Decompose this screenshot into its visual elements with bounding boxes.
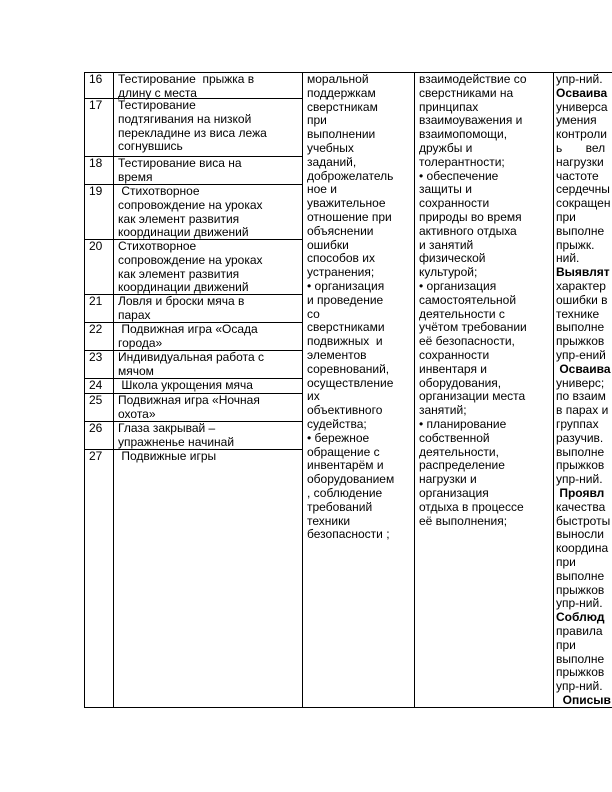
meta-results-line: учётом требовании: [419, 320, 527, 335]
row-number: 21: [89, 294, 103, 308]
meta-results-line: организация: [419, 486, 489, 500]
row-number: 18: [89, 156, 103, 170]
meta-results-line: • планирование: [419, 417, 507, 431]
personal-results-line: при: [307, 113, 327, 128]
meta-results-line: взаимодействие со: [419, 72, 527, 86]
activity-line: Проявл: [556, 486, 605, 500]
row-title-line: Тестирование: [118, 98, 196, 112]
column-border-3: [414, 72, 415, 708]
column-border-2: [302, 72, 303, 708]
meta-results-line: нагрузки и: [419, 472, 477, 487]
row-title-line: Школа укрощения мяча: [118, 378, 253, 392]
meta-results-line: деятельности с: [419, 306, 505, 321]
row-title-line: подтягивания на низкой: [118, 111, 252, 126]
personal-results-line: оборудованием: [307, 472, 395, 487]
personal-results-line: устранения;: [307, 265, 375, 280]
activity-line: упр-ний.: [556, 596, 603, 611]
row-title-line: Подвижная игра «Осада: [118, 322, 258, 336]
meta-results-line: толерантности;: [419, 154, 505, 169]
meta-results-line: • обеспечение: [419, 168, 499, 183]
row-number: 26: [89, 421, 103, 435]
personal-results-line: поддержкам: [307, 85, 376, 100]
personal-results-line: моральной: [307, 72, 369, 86]
activity-line: упр-ний.: [556, 472, 603, 487]
activity-line: прыжк.: [556, 237, 595, 252]
meta-results-line: физической: [419, 251, 486, 266]
personal-results-line: объяснении: [307, 223, 374, 238]
activity-line: Осваива: [556, 361, 611, 376]
activity-line: ний.: [556, 251, 580, 266]
row-title-line: Подвижная игра «Ночная: [118, 393, 260, 407]
row-title-line: перекладине из виса лежа: [118, 125, 267, 140]
row-number: 20: [89, 239, 103, 253]
activity-line: выполне: [556, 568, 605, 583]
meta-results-line: её безопасности,: [419, 334, 515, 349]
activity-line: правила: [556, 624, 603, 638]
meta-results-line: природы во время: [419, 210, 522, 224]
personal-results-line: уважительное: [307, 196, 386, 211]
activity-line: выполне: [556, 320, 605, 335]
activity-line: Описыв: [556, 693, 611, 707]
column-border-4: [553, 72, 554, 708]
row-title-line: время: [118, 169, 153, 184]
activity-line: при: [556, 555, 576, 569]
row-title-line: мячом: [118, 363, 154, 378]
meta-results-line: распределение: [419, 458, 505, 473]
activity-line: упр-ений: [556, 348, 606, 362]
row-title-line: Подвижные игры: [118, 449, 217, 463]
meta-results-line: защиты и: [419, 182, 472, 197]
meta-results-line: сохранности: [419, 196, 490, 211]
meta-results-line: активного отдыха: [419, 223, 517, 238]
activity-line: при: [556, 210, 576, 224]
activity-line: универс;: [556, 375, 605, 390]
activity-line: при: [556, 637, 576, 652]
activity-line: универса: [556, 99, 608, 114]
activity-line: быстроты: [556, 513, 611, 528]
meta-results-line: взаимопомощи,: [419, 127, 508, 142]
personal-results-line: заданий,: [307, 154, 357, 169]
row-title-line: упражненье начинай: [118, 434, 235, 449]
meta-results-line: её выполнения;: [419, 513, 508, 528]
personal-results-line: сверстникам: [307, 99, 378, 114]
activity-line: прыжков: [556, 334, 605, 349]
personal-results-line: выполнении: [307, 127, 376, 142]
row-title-line: Стихотворное: [118, 184, 200, 198]
personal-results-line: объективного: [307, 403, 383, 418]
meta-results-line: оборудования,: [419, 375, 502, 390]
activity-line: по взаим: [556, 389, 606, 404]
personal-results-line: • бережное: [307, 430, 370, 445]
row-title-line: охота»: [118, 406, 156, 421]
row-title-line: сопровождение на уроках: [118, 252, 263, 267]
personal-results-line: со: [307, 306, 320, 321]
meta-results-line: сохранности: [419, 348, 490, 362]
row-title-line: Индивидуальная работа с: [118, 350, 264, 364]
personal-results-line: элементов: [307, 348, 367, 362]
row-title-line: сопровождение на уроках: [118, 197, 263, 212]
personal-results-line: доброжелатель: [307, 168, 394, 183]
meta-results-line: самостоятельной: [419, 292, 517, 307]
table-bottom-border: [84, 707, 612, 708]
activity-line: разучив.: [556, 430, 604, 445]
row-title-line: координации движений: [118, 280, 249, 295]
activity-line: умения: [556, 113, 597, 128]
meta-results-line: дружбы и: [419, 141, 473, 155]
personal-results-line: соревнований,: [307, 361, 390, 376]
activity-line: нагрузки: [556, 154, 604, 169]
activity-line: упр-ний.: [556, 72, 603, 86]
meta-results-line: взаимоуважения и: [419, 113, 523, 128]
activity-line: ошибки в: [556, 292, 608, 307]
personal-results-line: требований: [307, 499, 373, 514]
personal-results-line: ошибки: [307, 237, 349, 252]
activity-line: Выявлят: [556, 265, 610, 280]
personal-results-line: инвентарём и: [307, 458, 384, 473]
personal-results-line: ное и: [307, 182, 338, 197]
meta-results-line: культурой;: [419, 265, 478, 280]
activity-line: технике: [556, 306, 600, 321]
row-title-line: Стихотворное: [118, 239, 197, 253]
activity-line: упр-ний.: [556, 679, 603, 694]
row-number: 23: [89, 350, 103, 364]
activity-line: выполне: [556, 223, 605, 238]
column-border-1: [113, 72, 114, 708]
row-title-line: согнувшись: [118, 139, 183, 154]
row-number: 17: [89, 98, 103, 112]
personal-results-line: и проведение: [307, 292, 384, 307]
activity-line: контроли: [556, 127, 607, 142]
personal-results-line: безопасности ;: [307, 527, 390, 542]
activity-line: выносли: [556, 527, 605, 542]
activity-line: Осваива: [556, 85, 608, 100]
personal-results-line: подвижных и: [307, 334, 383, 349]
meta-results-line: занятий;: [419, 403, 467, 418]
row-title-line: длину с места: [118, 85, 197, 100]
activity-line: координа: [556, 541, 609, 556]
row-title-line: города»: [118, 335, 163, 350]
row-number: 24: [89, 378, 103, 392]
activity-line: группах: [556, 417, 599, 431]
row-number: 16: [89, 72, 103, 86]
row-number: 22: [89, 322, 103, 336]
activity-line: прыжков: [556, 582, 605, 597]
meta-results-line: отдыха в процессе: [419, 499, 524, 514]
row-title-line: Ловля и броски мяча в: [118, 294, 245, 308]
personal-results-line: способов их: [307, 251, 375, 266]
meta-results-line: организации места: [419, 389, 526, 404]
activity-line: выполне: [556, 444, 605, 459]
meta-results-line: собственной: [419, 430, 490, 445]
meta-results-line: деятельности,: [419, 444, 499, 459]
activity-line: сокращен: [556, 196, 611, 211]
row-title-line: парах: [118, 307, 151, 322]
personal-results-line: обращение с: [307, 444, 380, 459]
activity-line: сердечны: [556, 182, 610, 197]
row-number: 19: [89, 184, 103, 198]
personal-results-line: сверстниками: [307, 320, 385, 335]
personal-results-line: учебных: [307, 141, 354, 155]
row-title-line: как элемент развития: [118, 211, 240, 226]
meta-results-line: инвентаря и: [419, 361, 487, 376]
row-title-line: как элемент развития: [118, 266, 240, 281]
personal-results-line: отношение при: [307, 210, 392, 224]
personal-results-line: , соблюдение: [307, 486, 383, 500]
personal-results-line: судейства;: [307, 417, 367, 431]
activity-line: в парах и: [556, 403, 609, 418]
activity-line: ь вел: [556, 141, 606, 155]
meta-results-line: принципах: [419, 99, 479, 114]
row-number: 25: [89, 393, 103, 407]
activity-line: частоте: [556, 168, 599, 183]
meta-results-line: и занятий: [419, 237, 474, 252]
row-title-line: Тестирование виса на: [118, 156, 242, 170]
row-title-line: Тестирование прыжка в: [118, 72, 255, 86]
activity-line: характер: [556, 279, 606, 293]
personal-results-line: техники: [307, 513, 351, 528]
activity-line: качества: [556, 499, 606, 514]
column-border-0: [84, 72, 85, 708]
activity-line: прыжков: [556, 458, 605, 473]
meta-results-line: сверстниками на: [419, 85, 514, 100]
personal-results-line: осуществление: [307, 375, 394, 390]
activity-line: Соблюд: [556, 610, 605, 625]
activity-line: выполне: [556, 651, 605, 666]
personal-results-line: их: [307, 389, 320, 404]
meta-results-line: • организация: [419, 279, 497, 293]
personal-results-line: • организация: [307, 279, 385, 293]
row-number: 27: [89, 449, 103, 463]
row-title-line: Глаза закрывай –: [118, 421, 216, 435]
activity-line: прыжков: [556, 665, 605, 680]
row-title-line: координации движений: [118, 225, 249, 240]
